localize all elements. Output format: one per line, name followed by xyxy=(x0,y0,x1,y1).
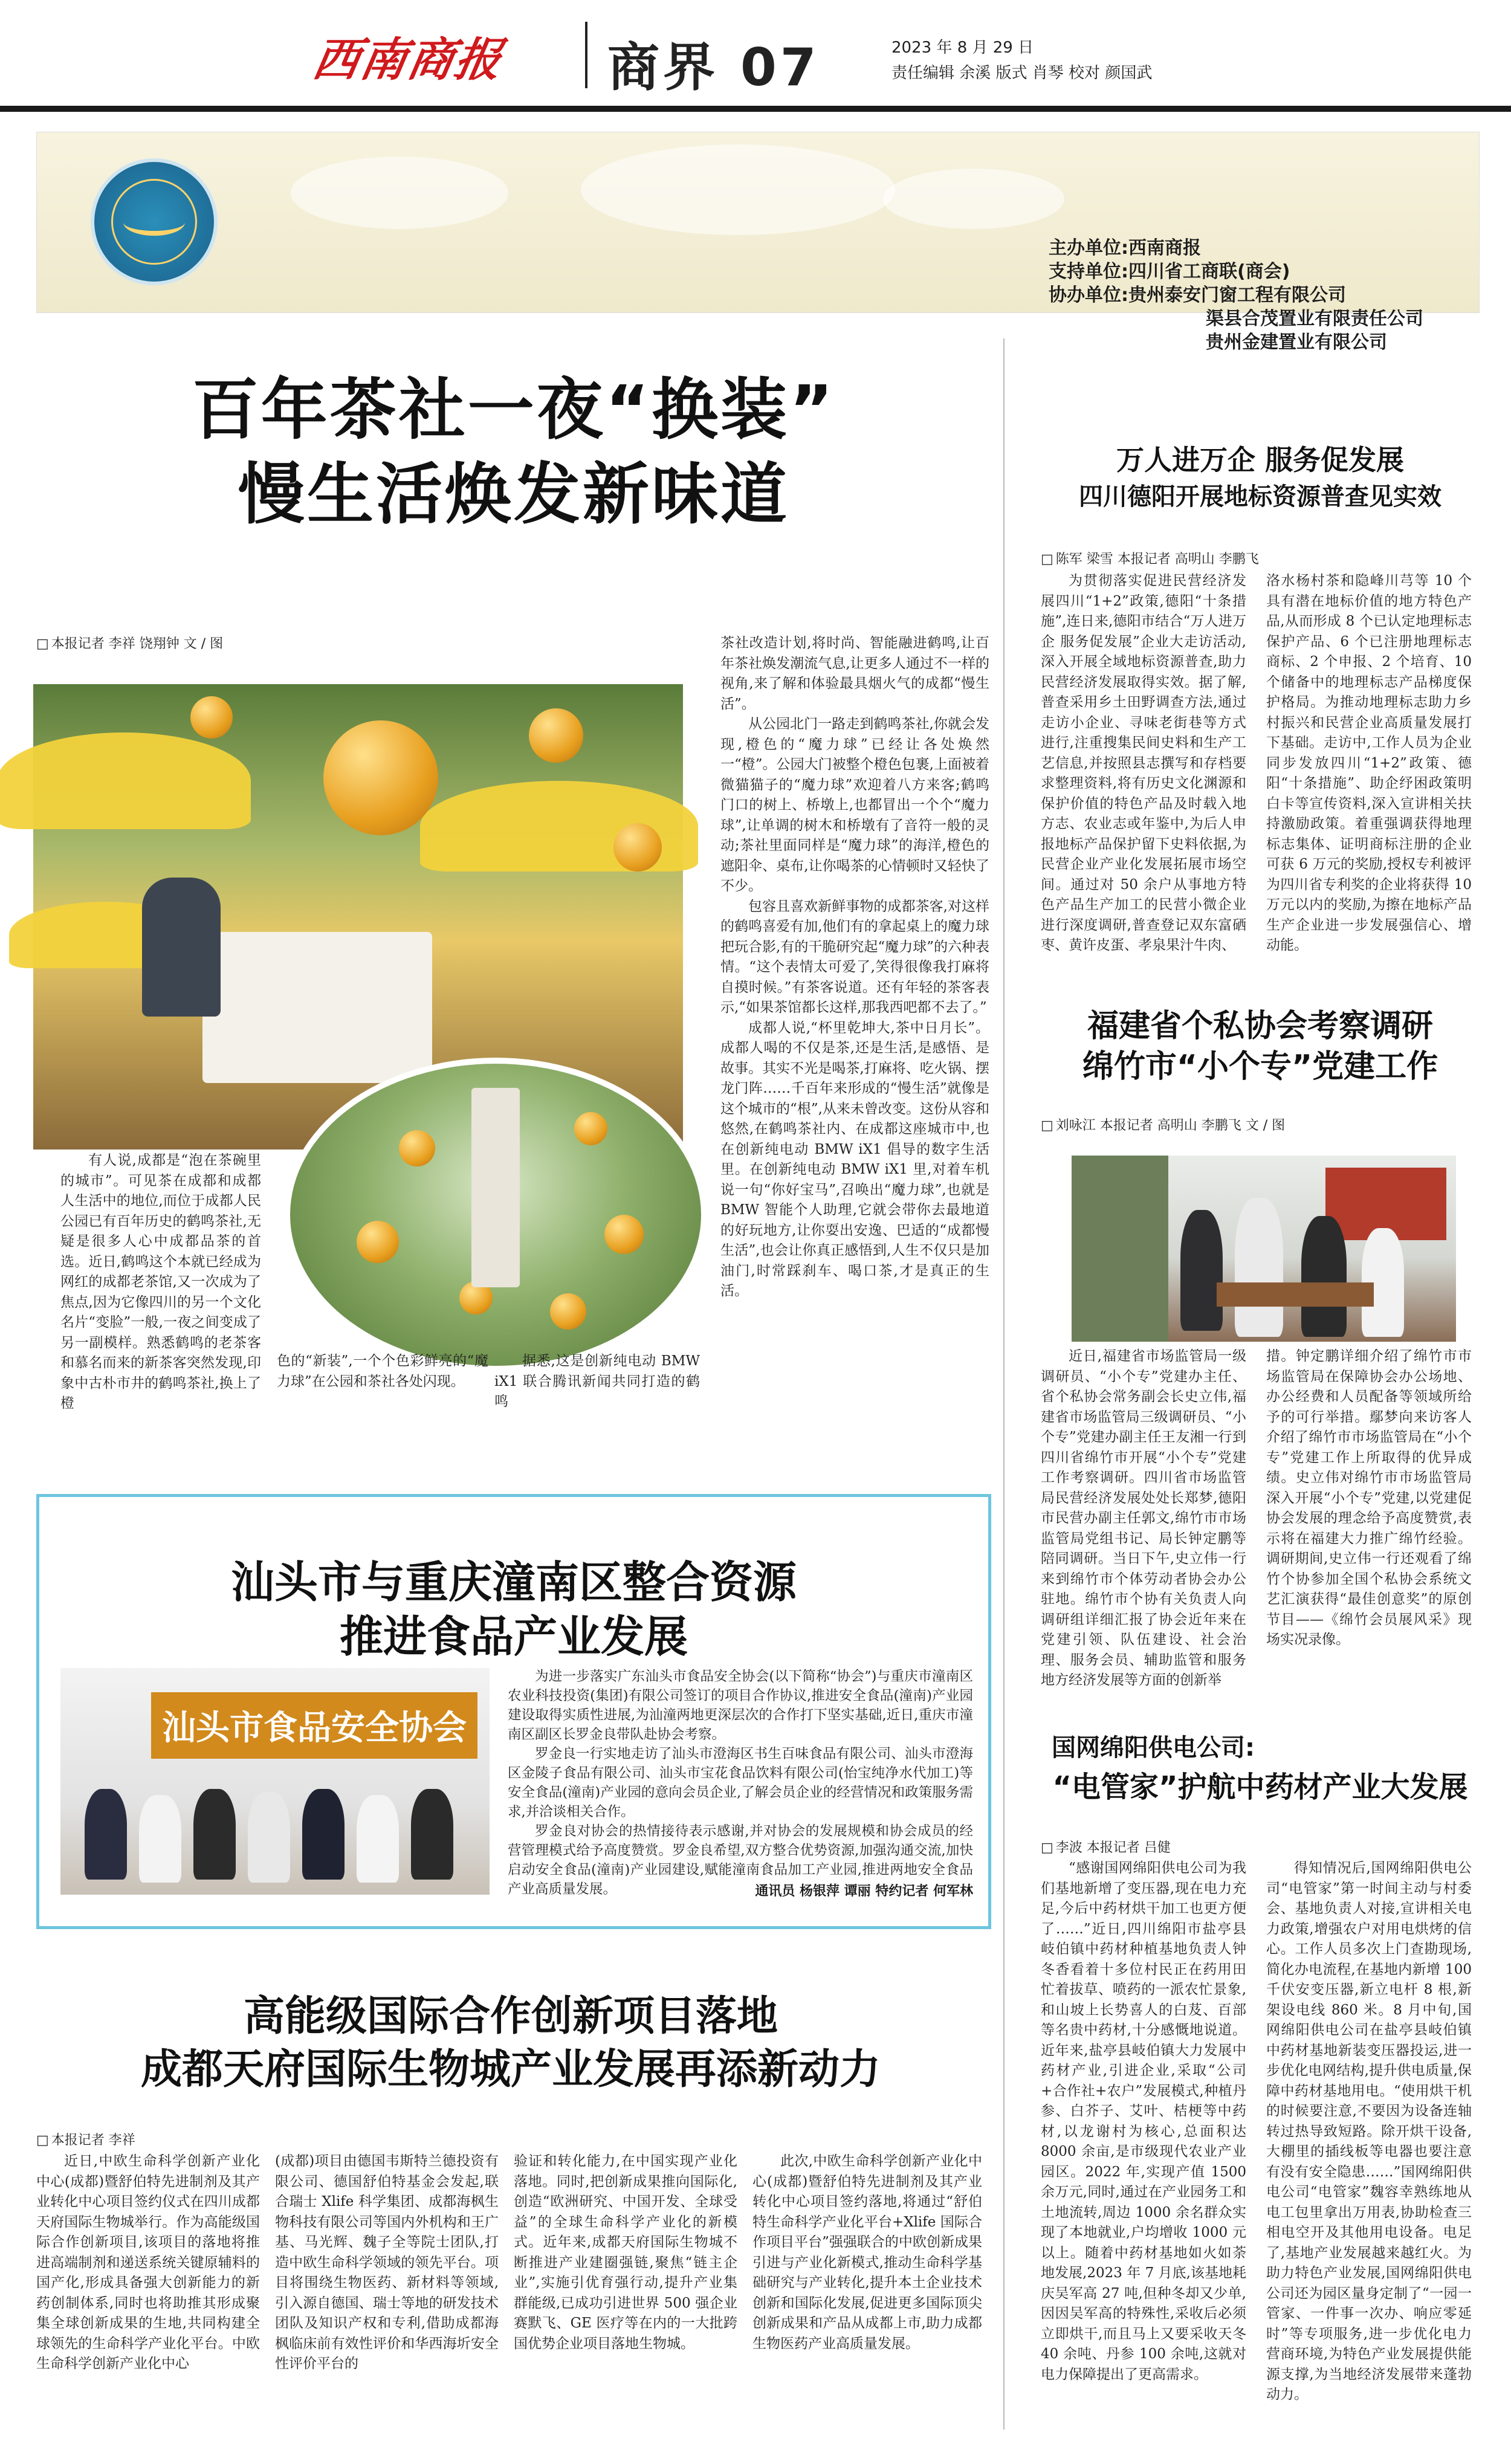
article4-text: 为进一步落实广东汕头市食品安全协会(以下简称“协会”)与重庆市潼南区农业科技投资(集团)有限公司签订的项目合作协议,推进安全食品(潼南)产业园建设取得实质性进展,为汕潼两地更深层次的合作打下坚实基础,近日,重庆市潼南区副区长罗金良带队赴协会考察。 罗金良一行实地走访了汕头市澄海区书生百味食品有限公司、汕头市澄海区金陵子食品有限公司、汕头市宝花食品饮料有限公司(怡宝纯净水代加工)等安全食品(潼南)产业园的意向会员企业,了解会员企业的经营情况和政策服务需求,并洽谈相关合作。 罗金良对协会的热情接待表示感谢,并对协会的发展规模和协会成员的经营管理模式给予高度赞赏。罗金良希望,双方整合优势资源,加强沟通交流,加快启动安全食品(潼南)产业园建设,赋能潼南食品加工产业园,推进两地安全食品产业高质量发展。 xyxy=(508,1669,973,1897)
article1-col4: 茶社改造计划,将时尚、智能融进鹤鸣,让百年茶社焕发潮流气息,让更多人通过不一样的视角,来了解和体验最具烟火气的成都“慢生活”。 从公园北门一路走到鹤鸣茶社,你就会发现,橙色的“魔力球”已经让各处焕然一“橙”。公园大门被整个橙色包裹,上面被着微猫猫子的“魔力球”欢迎着八方来客;鹤鸣门口的树上、桥墩上,也都冒出一个个“魔力球”,让单调的树木和桥墩有了音符一般的灵动;茶社里面同样是“魔力球”的海洋,橙色的遮阳伞、桌布,让你喝茶的心情顿时又轻快了不少。 包容且喜欢新鲜事物的成都茶客,对这样的鹤鸣喜爱有加,他们有的拿起桌上的魔力球把玩合影,有的干脆研究起“魔力球”的六种表情。“这个表情太可爱了,笑得很像我打麻将自摸时候。”有茶客说道。还有年轻的茶客表示,“如果茶馆都长这样,那我西吧都不去了。” 成都人说,“杯里乾坤大,茶中日月长”。成都人喝的不仅是茶,还是生活,是感悟、是故事。其实不光是喝茶,打麻将、吃火锅、摆龙门阵……千百年来形成的“慢生活”就像是这个城市的“根”,从来未曾改变。这份从容和悠然,在鹤鸣茶社内、在成都这座城市中,也在创新纯电动 BMW iX1 倡导的数字生活里。在创新纯电动 BMW iX1 里,对着车机说一句“你好宝马”,召唤出“魔力球”,也就是 BMW 智能个人助理,它就会带你去最地道的好玩地方,让你耍出安逸、巴适的“成都慢生活”,也会让你真正感悟到,人生不仅只是加油门,时常踩刹车、喝口茶,才是真正的生活。 xyxy=(720,635,989,1299)
editors-credit: 责任编辑 余溪 版式 肖琴 校对 颜国武 xyxy=(891,64,1153,82)
magic-ball xyxy=(574,1112,607,1145)
person xyxy=(1301,1216,1347,1337)
person xyxy=(411,1789,453,1880)
plaque xyxy=(1217,1282,1374,1307)
article1-col2: 色的“新装”,一个个色彩鲜亮的“魔力球”在公园和茶社各处闪现。 xyxy=(277,1353,488,1389)
person xyxy=(357,1795,399,1883)
article2-byline: □ 陈军 梁雪 本报记者 高明山 李鹏飞 xyxy=(1041,549,1259,567)
article6-col1: 近日,中欧生命科学创新产业化中心(成都)暨舒伯特先进制剂及其产业转化中心项目签约仪式在四川成都天府国际生物城举行。作为高能级国际合作创新项目,该项目的落地将推进高端制剂和递送系统关键原辅料的国产化,形成具备强大创新能力的新药创制体系,同时也将助推其形成聚集全球创新成果的生地,共同构建全球领先的生命科学产业化平台。中欧生命科学创新产业化中心 xyxy=(36,2153,260,2372)
article2-headline-1: 万人进万企 服务促发展 xyxy=(1116,444,1404,476)
magic-ball xyxy=(190,696,233,739)
person xyxy=(193,1789,236,1880)
sponsor-co-3: 贵州金建置业有限公司 xyxy=(1206,332,1387,353)
article1-byline: □ 本报记者 李祥 饶翔钟 文 / 图 xyxy=(36,633,223,652)
person xyxy=(85,1789,127,1880)
article5-headline-2: “电管家”护航中药材产业大发展 xyxy=(1052,1770,1468,1804)
tree-balls-photo xyxy=(284,1058,707,1372)
group-photo xyxy=(60,1668,490,1895)
masthead-rule xyxy=(0,106,1511,112)
article6-col3: 验证和转化能力,在中国实现产业化落地。同时,把创新成果推向国际化,创造“欧洲研究、中国开发、全球受益”的全球生命科学产业化的新模式。近年来,成都天府国际生物城不断推进产业建圈强链,聚焦“链主企业”,实施引优育强行动,提升产业集群能级,已成功引进世界 500 强企业赛默飞、GE 医疗等在内的一大批跨国优势企业项目落地生物城。 xyxy=(514,2153,737,2352)
sponsor-host: 主办单位:西南商报 xyxy=(1049,238,1201,259)
article4-headline-1: 汕头市与重庆潼南区整合资源 xyxy=(230,1556,797,1608)
article2-col2: 洛水杨村茶和隐峰川芎等 10 个具有潜在地标价值的地方特色产品,从而形成 8 个已认定地理标志保护产品、6 个已注册地理标志商标、2 个申报、2 个培育、10 个储备中的地理标志产品梯度保护格局。为推动地理标志助力乡村振兴和民营企业高质量发展打下基础。走访中,工作人员为企业同步发放四川“1+2”政策、德阳“十条措施”、助企纾困政策明白卡等宣传资料,深入宣讲相关扶持激励政策。着重强调获得地理标志集体、证明商标注册的企业可获 6 万元的奖励,授权专利被评为四川省专利奖的企业将获得 10 万元以内的奖励,为擦在地标产品生产企业进一步发展强信心、增动能。 xyxy=(1266,573,1472,953)
article3-headline-2: 绵竹市“小个专”党建工作 xyxy=(1082,1049,1438,1085)
person xyxy=(248,1792,290,1883)
magic-ball xyxy=(613,823,662,871)
article5-col2: 得知情况后,国网绵阳供电公司“电管家”第一时间主动与村委会、基地负责人对接,宣讲相关电力政策,增强农户对用电烘烤的信心。工作人员多次上门查勘现场,简化办电流程,在基地内新增 100 千伏安变压器,新立电杆 8 根,新架设电线 860 米。8 月中旬,国网绵阳供电公司在盐亭县岐伯镇中药材基地新装变压器投运,进一步优化电网结构,提升供电质量,保障中药材基地用电。“使用烘干机的时候要注意,不要因为设备连轴转过热导致短路。除开烘干设备,大棚里的插线板等电器也要注意有没有安全隐患……”国网绵阳供电公司“电管家”魏容幸熟练地从电工包里拿出万用表,协助检查三相电空开及其他用电设备。电足了,基地产业发展越来越红火。为助力特色产业发展,国网绵阳供电公司还为园区量身定制了“一园一管家、一件事一次办、响应零延时”等专项服务,进一步优化电力营商环境,为特色产业发展提供能源支撑,为当地经济发展带来蓬勃动力。 xyxy=(1266,1860,1472,2402)
article3-col1: 近日,福建省市场监管局一级调研员、“小个专”党建办主任、省个私协会常务副会长史立伟,福建省市场监管局三级调研员、“小个专”党建办副主任王友湘一行到四川省绵竹市开展“小个专”党建工作考察调研。四川省市场监管局民营经济发展处处长郑梦,德阳市民营办副主任郭文,绵竹市市场监管局党组书记、局长钟定鹏等陪同调研。当日下午,史立伟一行来到绵竹市个体劳动者协会办公驻地。绵竹市个协有关负责人向调研组详细汇报了协会近年来在党建引领、队伍建设、社会治理、服务会员、辅助监管和服务地方经济发展等方面的创新举 xyxy=(1041,1348,1246,1688)
sponsor-co-2: 渠县合茂置业有限责任公司 xyxy=(1206,308,1423,329)
masthead-separator xyxy=(585,22,587,88)
article2-col1: 为贯彻落实促进民营经济发展四川“1+2”政策,德阳“十条措施”,连日来,德阳市结合“万人进万企 服务促发展”企业大走访活动,深入开展全域地标资源普查,助力民营经济发展取得实效。据了解,普查采用乡土田野调查方法,通过走访小企业、寻味老街巷等方式进行,注重搜集民间史料和生产工艺信息,并按照县志撰写和存档要求整理资料,将有历史文化渊源和保护价值的特色产品及时载入地方志、农业志或年鉴中,为后人申报地标产品保护留下史料依据,为民营企业产业化发展拓展市场空间。通过对 50 余户从事地方特色产品生产加工的民营小微企业进行深度调研,普查登记双东富硒枣、黄许皮蛋、孝泉果汁牛肉、 xyxy=(1041,573,1246,953)
promo-banner xyxy=(471,1088,520,1287)
book-icon xyxy=(123,209,185,236)
magic-ball xyxy=(604,1215,644,1254)
article1-col1: 有人说,成都是“泡在茶碗里的城市”。可见茶在成都和成都人生活中的地位,而位于成都人民公园已有百年历史的鹤鸣茶社,无疑是很多人心中成都品茶的首选。近日,鹤鸣这个本就已经成为网红的成都老茶馆,又一次成为了焦点,因为它像四川的另一个文化名片“变脸”一般,一夜之间变成了另一副模样。熟悉鹤鸣的老茶客和慕名而来的新茶客突然发现,印象中古朴市井的鹤鸣茶社,换上了橙 xyxy=(60,1153,261,1411)
cfic-emblem-icon xyxy=(91,158,218,285)
magic-ball xyxy=(529,708,583,763)
article6-headline-2: 成都天府国际生物城产业发展再添新动力 xyxy=(140,2045,881,2094)
photo-banner-text: 汕头市食品安全协会 xyxy=(162,1709,467,1748)
banner-cloud xyxy=(883,169,1064,229)
footer-bar xyxy=(0,2445,1511,2464)
banner-cloud xyxy=(291,157,508,229)
column-divider xyxy=(1003,338,1005,2430)
table-cloth xyxy=(202,932,432,1083)
paper-logo: 西南商报 xyxy=(309,33,507,86)
magic-ball xyxy=(357,1221,399,1263)
article2-headline-2: 四川德阳开展地标资源普查见实效 xyxy=(1079,483,1441,511)
section-title: 商界 07 xyxy=(607,37,820,98)
article6-col4: 此次,中欧生命科学创新产业化中心(成都)暨舒伯特先进制剂及其产业转化中心项目签约落地,将通过“舒伯特生命科学产业化平台+Xlife 国际合作项目平台”强强联合的中欧创新成果引进与产业化新模式,推动生命科学基础研究与产业转化,提升本土企业技术创新和国际化发展,促进更多国际顶尖创新成果和产品从成都上市,助力成都生物医药产业高质量发展。 xyxy=(752,2153,982,2352)
article3-byline: □ 刘咏江 本报记者 高明山 李鹏飞 文 / 图 xyxy=(1041,1115,1285,1134)
sponsor-co-1: 协办单位:贵州泰安门窗工程有限公司 xyxy=(1049,285,1346,306)
article3-col2: 措。钟定鹏详细介绍了绵竹市市场监管局在保障协会办公场地、办公经费和人员配备等领域所给予的可行举措。鄢梦向来访客人介绍了绵竹市市场监管局在“小个专”党建工作上所取得的优异成绩。史立伟对绵竹市市场监管局深入开展“小个专”党建,以党建促协会发展的理念给予高度赞赏,表示将在福建大力推广绵竹经验。调研期间,史立伟一行还观看了绵竹个协参加全国个私协会系统文艺汇演获得“最佳创意奖”的原创节目——《绵竹会员展风采》现场实况录像。 xyxy=(1266,1348,1472,1648)
article5-byline: □ 李波 本报记者 吕健 xyxy=(1041,1837,1171,1856)
meeting-photo xyxy=(1072,1156,1456,1342)
child-figure xyxy=(142,878,221,1017)
sponsor-support: 支持单位:四川省工商联(商会) xyxy=(1049,261,1290,282)
magic-ball xyxy=(323,720,438,835)
person xyxy=(302,1789,345,1880)
article6-headline-1: 高能级国际合作创新项目落地 xyxy=(243,1992,778,2040)
umbrella xyxy=(0,732,251,829)
magic-ball xyxy=(399,1130,435,1166)
article1-headline-2: 慢生活焕发新味道 xyxy=(238,456,789,533)
article1-headline-1: 百年茶社一夜“换装” xyxy=(192,371,836,448)
article1-col3: 据悉,这是创新纯电动 BMW iX1 联合腾讯新闻共同打造的鹤鸣 xyxy=(494,1353,700,1409)
banner-cloud xyxy=(581,144,895,235)
article6-col2: (成都)项目由德国韦斯特兰德投资有限公司、德国舒伯特基金会发起,联合瑞士 Xlife 科学集团、成都海枫生物科技有限公司等国内外机构和王广基、马光辉、魏子全等院士团队,打造中欧生命科学领域的领先平台。项目将围绕生物医药、新材料等领域,引入源自德国、瑞士等地的研发技术团队及知识产权和专利,借助成都海枫临床前有效性评价和华西海圻安全性评价平台的 xyxy=(275,2153,499,2372)
magic-ball xyxy=(550,1293,586,1330)
person xyxy=(1180,1210,1223,1331)
article6-byline: □ 本报记者 李祥 xyxy=(36,2130,135,2149)
person xyxy=(139,1795,181,1883)
plant-decor xyxy=(1072,1156,1168,1342)
person xyxy=(1235,1198,1283,1337)
article5-headline-1: 国网绵阳供电公司: xyxy=(1052,1734,1255,1762)
article5-col1: “感谢国网绵阳供电公司为我们基地新增了变压器,现在电力充足,今后中药材烘干加工也更方便了……”近日,四川绵阳市盐亭县岐伯镇中药材种植基地负责人钟冬香看着十多位村民正在药用田忙着拔草、喷药的一派农忙景象,和山坡上长势喜人的白芨、百部等名贵中药材,十分感慨地说道。近年来,盐亭县岐伯镇大力发展中药材产业,引进企业,采取“公司+合作社+农户”发展模式,种植丹参、白芥子、艾叶、桔梗等中药材,以龙谢村为核心,总面积达 8000 余亩,是市级现代农业产业园区。2022 年,实现产值 1500 余万元,同时,通过在产业园务工和土地流转,周边 1000 余名群众实现了本地就业,户均增收 1000 元以上。随着中药材基地如火如荼地发展,2023 年 7 月底,该基地耗庆吴军高 27 吨,但种冬却又少单,因因吴军高的特殊性,采收后必须立即烘干,而且马上又要采收天冬 40 余吨、丹参 100 余吨,这就对电力保障提出了更高需求。 xyxy=(1041,1860,1246,2382)
issue-date: 2023 年 8 月 29 日 xyxy=(891,39,1034,57)
article4-signature: 通讯员 杨银萍 谭丽 特约记者 何军林 xyxy=(755,1884,973,1899)
article4-headline-2: 推进食品产业发展 xyxy=(339,1611,688,1662)
article3-headline-1: 福建省个私协会考察调研 xyxy=(1087,1008,1433,1044)
